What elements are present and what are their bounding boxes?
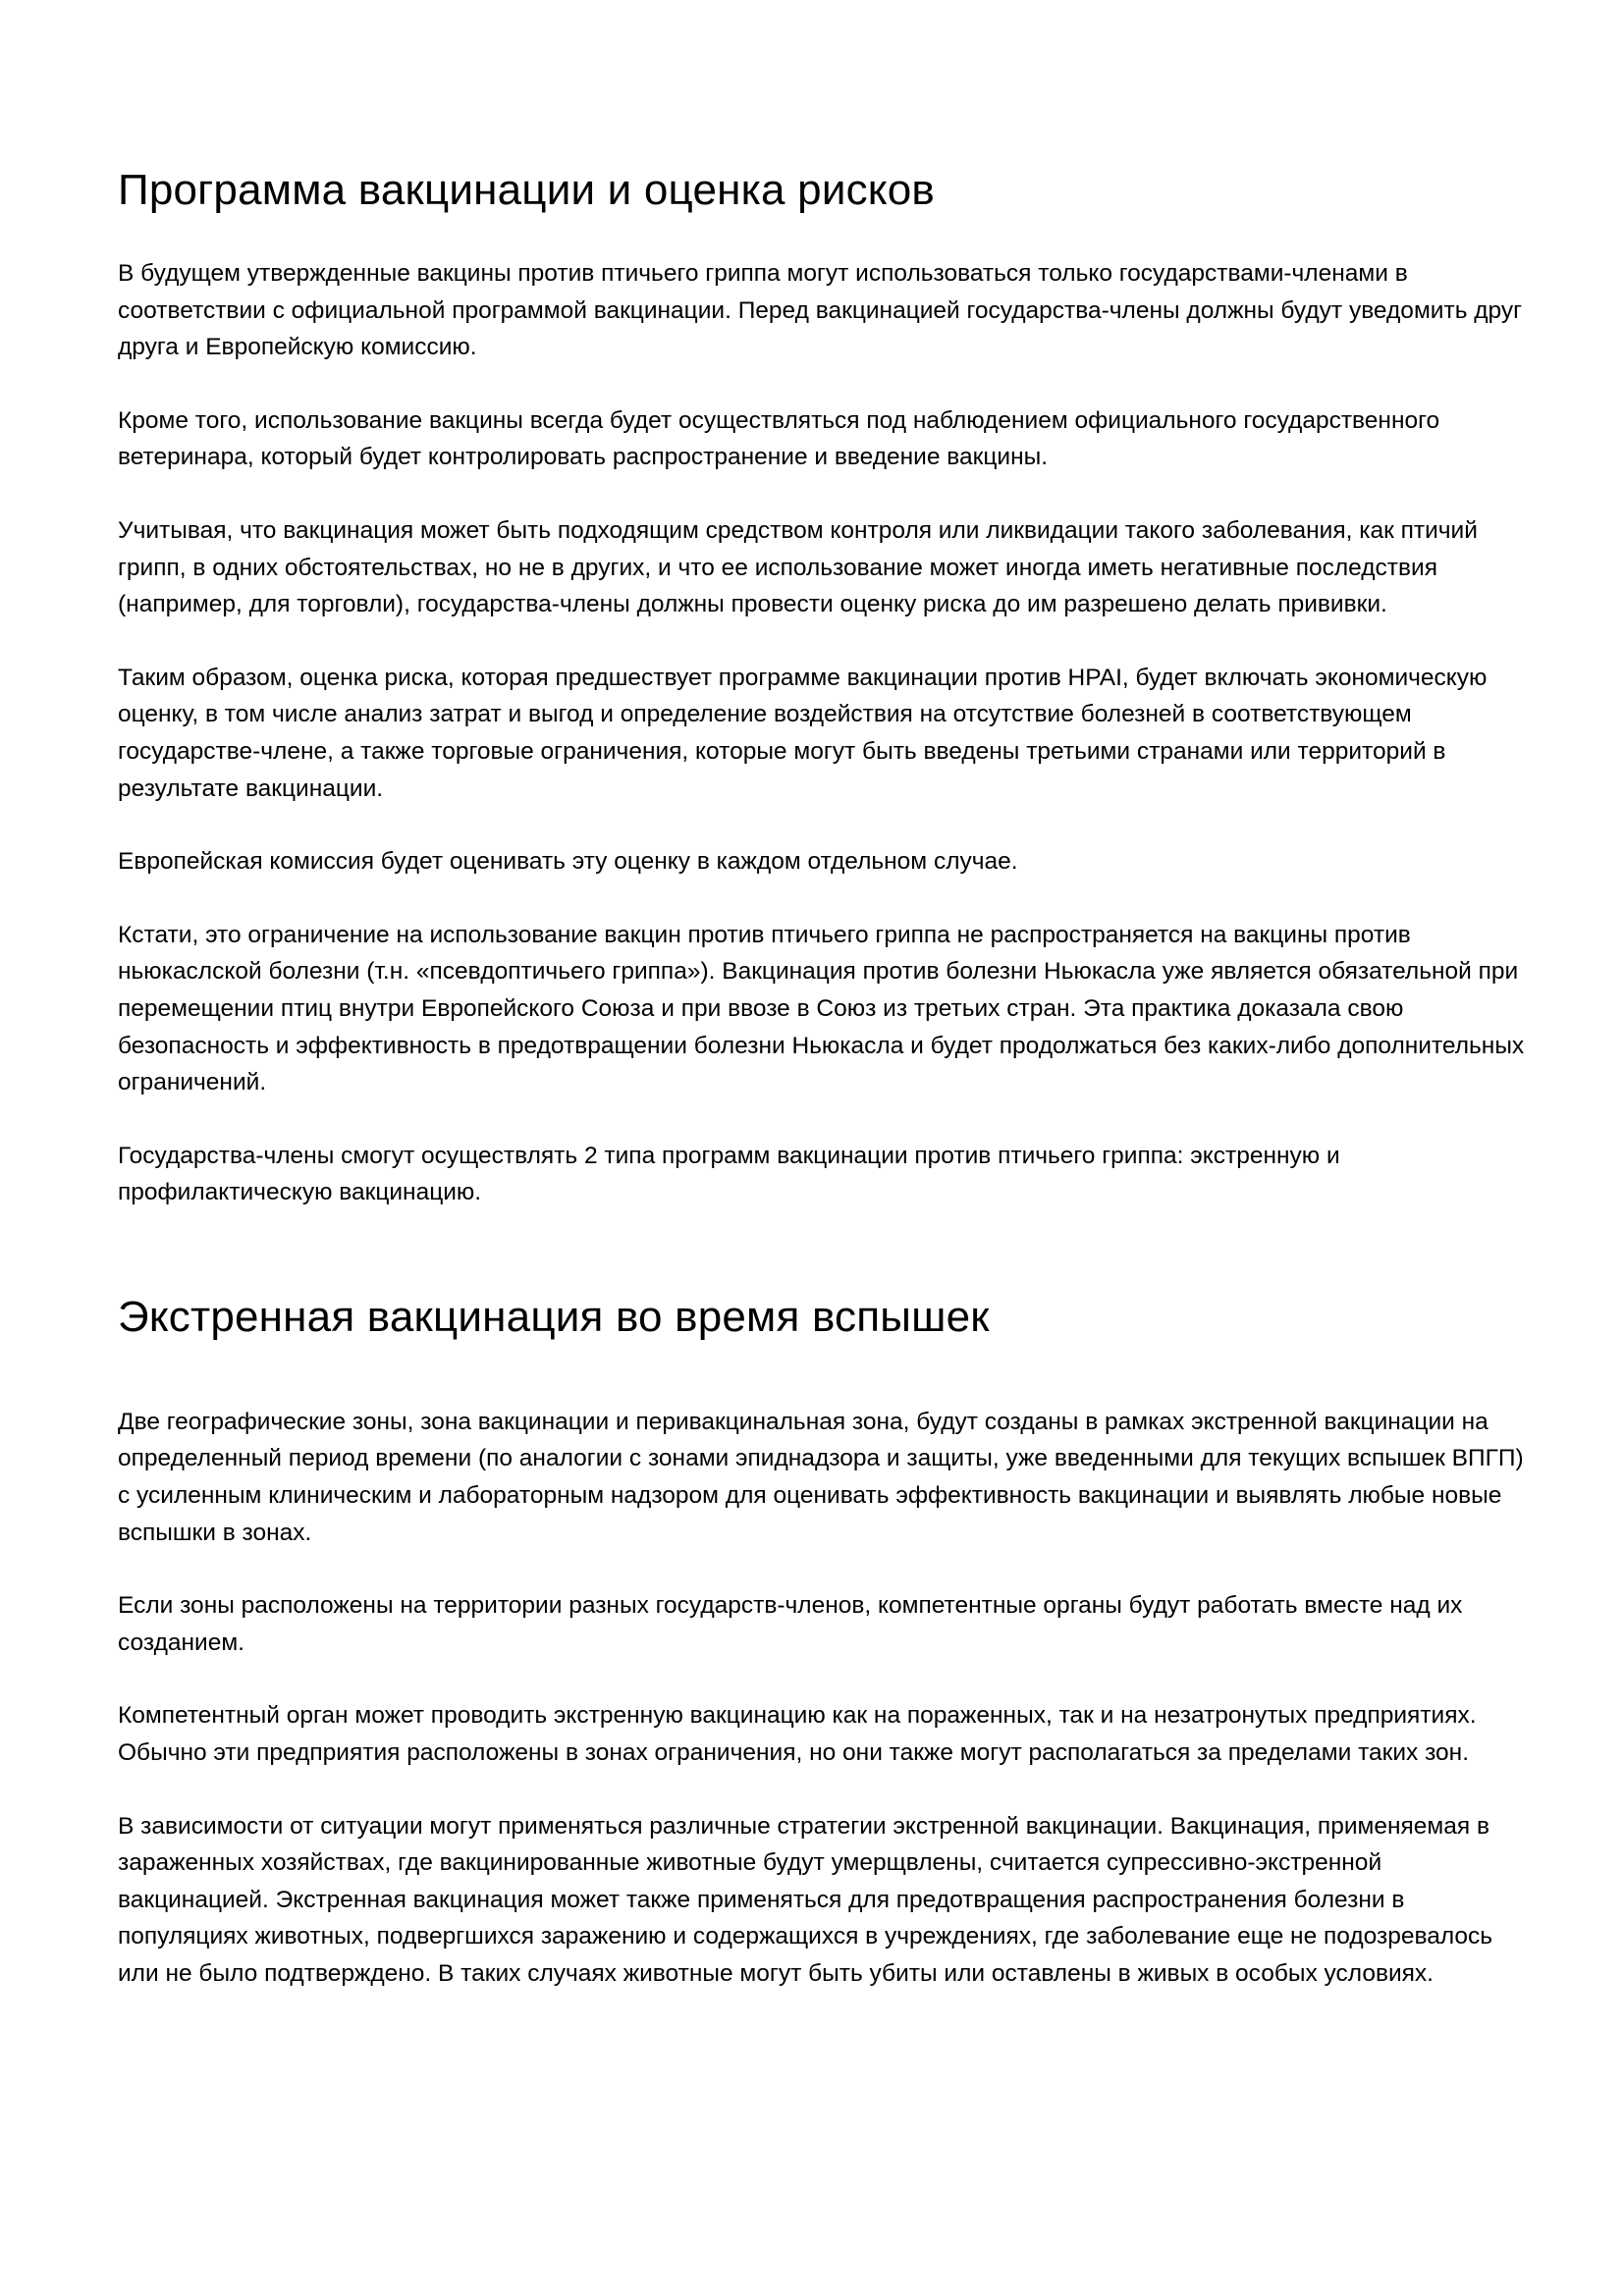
paragraph: Две географические зоны, зона вакцинации и перивакцинальная зона, будут созданы в рамках экстренной вакцинации на определенный период времени (по аналогии с зонами эпиднадзора и защиты, уже введенными для текущих вспышек ВПГП) с усиленным клиническим и лабораторным надзором для оценивать эффективность вакцинации и выявлять любые новые вспышки в зонах. xyxy=(118,1408,1524,1546)
section-heading: Экстренная вакцинация во время вспышек xyxy=(118,1292,990,1341)
paragraph: Таким образом, оценка риска, которая предшествует программе вакцинации против HPAI, будет включать экономическую оценку, в том числе анализ затрат и выгод и определение воздействия на отсутствие болезней в соответствующем государстве-члене, а также торговые ограничения, которые могут быть введены третьими странами или территорий в результате вакцинации. xyxy=(118,664,1488,802)
section-heading: Программа вакцинации и оценка рисков xyxy=(118,166,935,214)
paragraph: Если зоны расположены на территории разных государств-членов, компетентные органы будут работать вместе над их созданием. xyxy=(118,1592,1463,1656)
paragraph: Учитывая, что вакцинация может быть подходящим средством контроля или ликвидации такого заболевания, как птичий грипп, в одних обстоятельствах, но не в других, и что ее использование может иногда иметь негативные последствия (например, для торговли), государства-члены должны провести оценку риска до им разрешено делать прививки. xyxy=(118,516,1478,618)
section-body xyxy=(118,1404,1532,1993)
paragraph: Компетентный орган может проводить экстренную вакцинацию как на пораженных, так и на незатронутых предприятиях. Обычно эти предприятия расположены в зонах ограничения, но они также могут располагаться за пределами таких зон. xyxy=(118,1702,1477,1767)
section-body xyxy=(118,255,1532,1211)
paragraph: Кроме того, использование вакцины всегда будет осуществляться под наблюдением официального государственного ветеринара, который будет контролировать распространение и введение вакцины. xyxy=(118,406,1440,471)
paragraph: Государства-члены смогут осуществлять 2 типа программ вакцинации против птичьего гриппа: экстренную и профилактическую вакцинацию. xyxy=(118,1142,1340,1206)
paragraph: Европейская комиссия будет оценивать эту оценку в каждом отдельном случае. xyxy=(118,848,1018,876)
paragraph: Кстати, это ограничение на использование вакцин против птичьего гриппа не распространяется на вакцины против ньюкаслской болезни (т.н. «псевдоптичьего гриппа»). Вакцинация против болезни Ньюкасла уже является обязательной при перемещении птиц внутри Европейского Союза и при ввозе в Союз из третьих стран. Эта практика доказала свою безопасность и эффективность в предотвращении болезни Ньюкасла и будет продолжаться без каких-либо дополнительных ограничений. xyxy=(118,921,1525,1096)
paragraph: В зависимости от ситуации могут применяться различные стратегии экстренной вакцинации. Вакцинация, применяемая в зараженных хозяйствах, где вакцинированные животные будут умерщвлены, считается супрессивно-экстренной вакцинацией. Экстренная вакцинация может также применяться для предотвращения распространения болезни в популяциях животных, подвергшихся заражению и содержащихся в учреждениях, где заболевание еще не подозревалось или не было подтверждено. В таких случаях животные могут быть убиты или оставлены в живых в особых условиях. xyxy=(118,1812,1493,1987)
document-page xyxy=(118,0,1532,1993)
paragraph: В будущем утвержденные вакцины против птичьего гриппа могут использоваться только государствами-членами в соответствии с официальной программой вакцинации. Перед вакцинацией государства-члены должны будут уведомить друг друга и Европейскую комиссию. xyxy=(118,260,1523,361)
